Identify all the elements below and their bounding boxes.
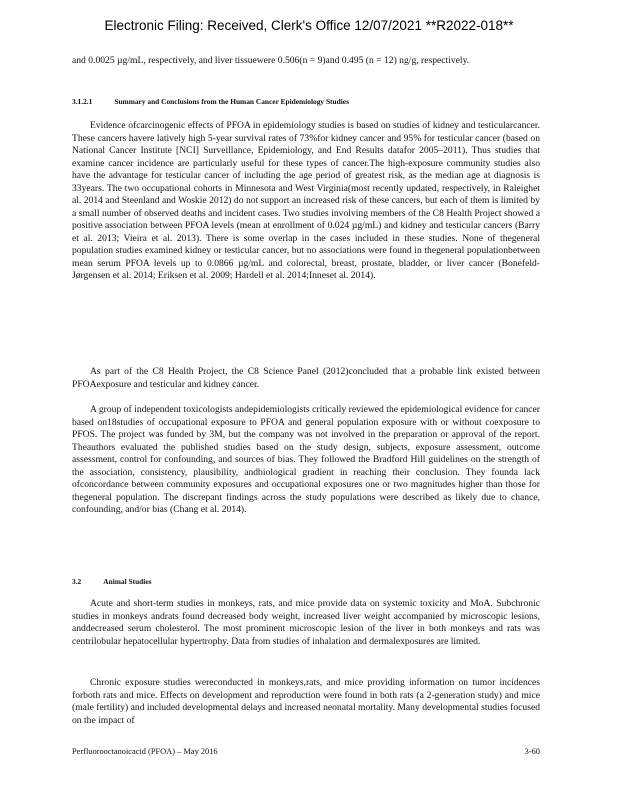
electronic-filing-header: Electronic Filing: Received, Clerk's Office 12/07/2021 **R2022-018** [104, 18, 514, 33]
footer-document-title: Perfluorooctanoicacid (PFOA) – May 2016 [72, 747, 218, 756]
page-footer [72, 747, 540, 756]
paragraph-acute-studies: Acute and short-term studies in monkeys, rats, and mice provide data on systemic toxicity and MoA. Subchronic studies in monkeys andrats found decreased body weight, increased liver weight accompanied by microscopic lesions, anddecreased serum cholesterol. The most prominent microscopic lesion of the liver in both monkeys and rats was centrilobular hepatocellular hypertrophy. Data from studies of inhalation and dermalexposures are limited. [72, 598, 540, 647]
section-number: 3.2 [72, 577, 82, 586]
section-heading-3-2 [72, 577, 174, 586]
section-title: Animal Studies [103, 577, 152, 586]
continuation-paragraph: and 0.0025 µg/mL, respectively, and liver tissuewere 0.506(n = 9)and 0.495 (n = 12) ng/g, respectively. [72, 55, 470, 66]
section-title: Summary and Conclusions from the Human Cancer Epidemiology Studies [114, 97, 349, 106]
section-number: 3.1.2.1 [72, 97, 93, 106]
paragraph-c8-panel: As part of the C8 Health Project, the C8 Science Panel (2012)concluded that a probable link existed between PFOAexposure and testicular and kidney cancer. [72, 366, 540, 390]
paragraph-cancer-evidence: Evidence ofcarcinogenic effects of PFOA in epidemiology studies is based on studies of kidney and testicularcancer. These cancers havere latively high 5-year survival rates of 73%for kidney cancer and 95% for testicular cancer (based on National Cancer Institute [NCI] Surveillance, Epidemiology, and End Results datafor 2005–2011). Thus studies that examine cancer incidence are particularly useful for these types of cancer.The high-exposure community studies also have the advantage for testicular cancer of including the age period of greatest risk, as the median age at diagnosis is 33years. The two occupational cohorts in Minnesota and West Virginia(most recently updated, respectively, in Raleighet al. 2014 and Steenland and Woskie 2012) do not support an increased risk of these cancers, but each of them is limited by a small number of observed deaths and incident cases. Two studies involving members of the C8 Health Project showed a positive association between PFOA levels (mean at enrollment of 0.024 µg/mL) and kidney and testicular cancers (Barry et al. 2013; Vieira et al. 2013). There is some overlap in the cases included in these studies. None of thegeneral population studies examined kidney or testicular cancer, but no associations were found in thegeneral populationbetween mean serum PFOA levels up to 0.0866 µg/mL and colorectal, breast, prostate, bladder, or liver cancer (Bonefeld-Jørgensen et al. 2014; Eriksen et al. 2009; Hardell et al. 2014;Inneset al. 2014). [72, 120, 540, 281]
paragraph-chronic-studies: Chronic exposure studies wereconducted in monkeys,rats, and mice providing information on tumor incidences forboth rats and mice. Effects on development and reproduction were found in both rats (a 2-generation study) and mice (male fertility) and included developmental delays and increased neonatal mortality. Many developmental studies focused on the impact of [72, 677, 540, 726]
page-number: 3-60 [524, 747, 540, 756]
section-heading-3-1-2-1 [72, 97, 371, 106]
paragraph-review-group: A group of independent toxicologists andepidemiologists critically reviewed the epidemiological evidence for cancer based on18studies of occupational exposure to PFOA and general population exposure with or without coexposure to PFOS. The project was funded by 3M, but the company was not involved in the preparation or approval of the report. Theauthors evaluated the published studies based on the study design, subjects, exposure assessment, outcome assessment, control for confounding, and sources of bias. They followed the Bradford Hill guidelines on the strength of the association, consistency, plausibility, andbiological gradient in reaching their conclusion. They founda lack ofconcordance between community exposures and occupational exposures one or two magnitudes higher than those for thegeneral population. The discrepant findings across the study populations were described as likely due to chance, confounding, and/or bias (Chang et al. 2014). [72, 404, 540, 515]
